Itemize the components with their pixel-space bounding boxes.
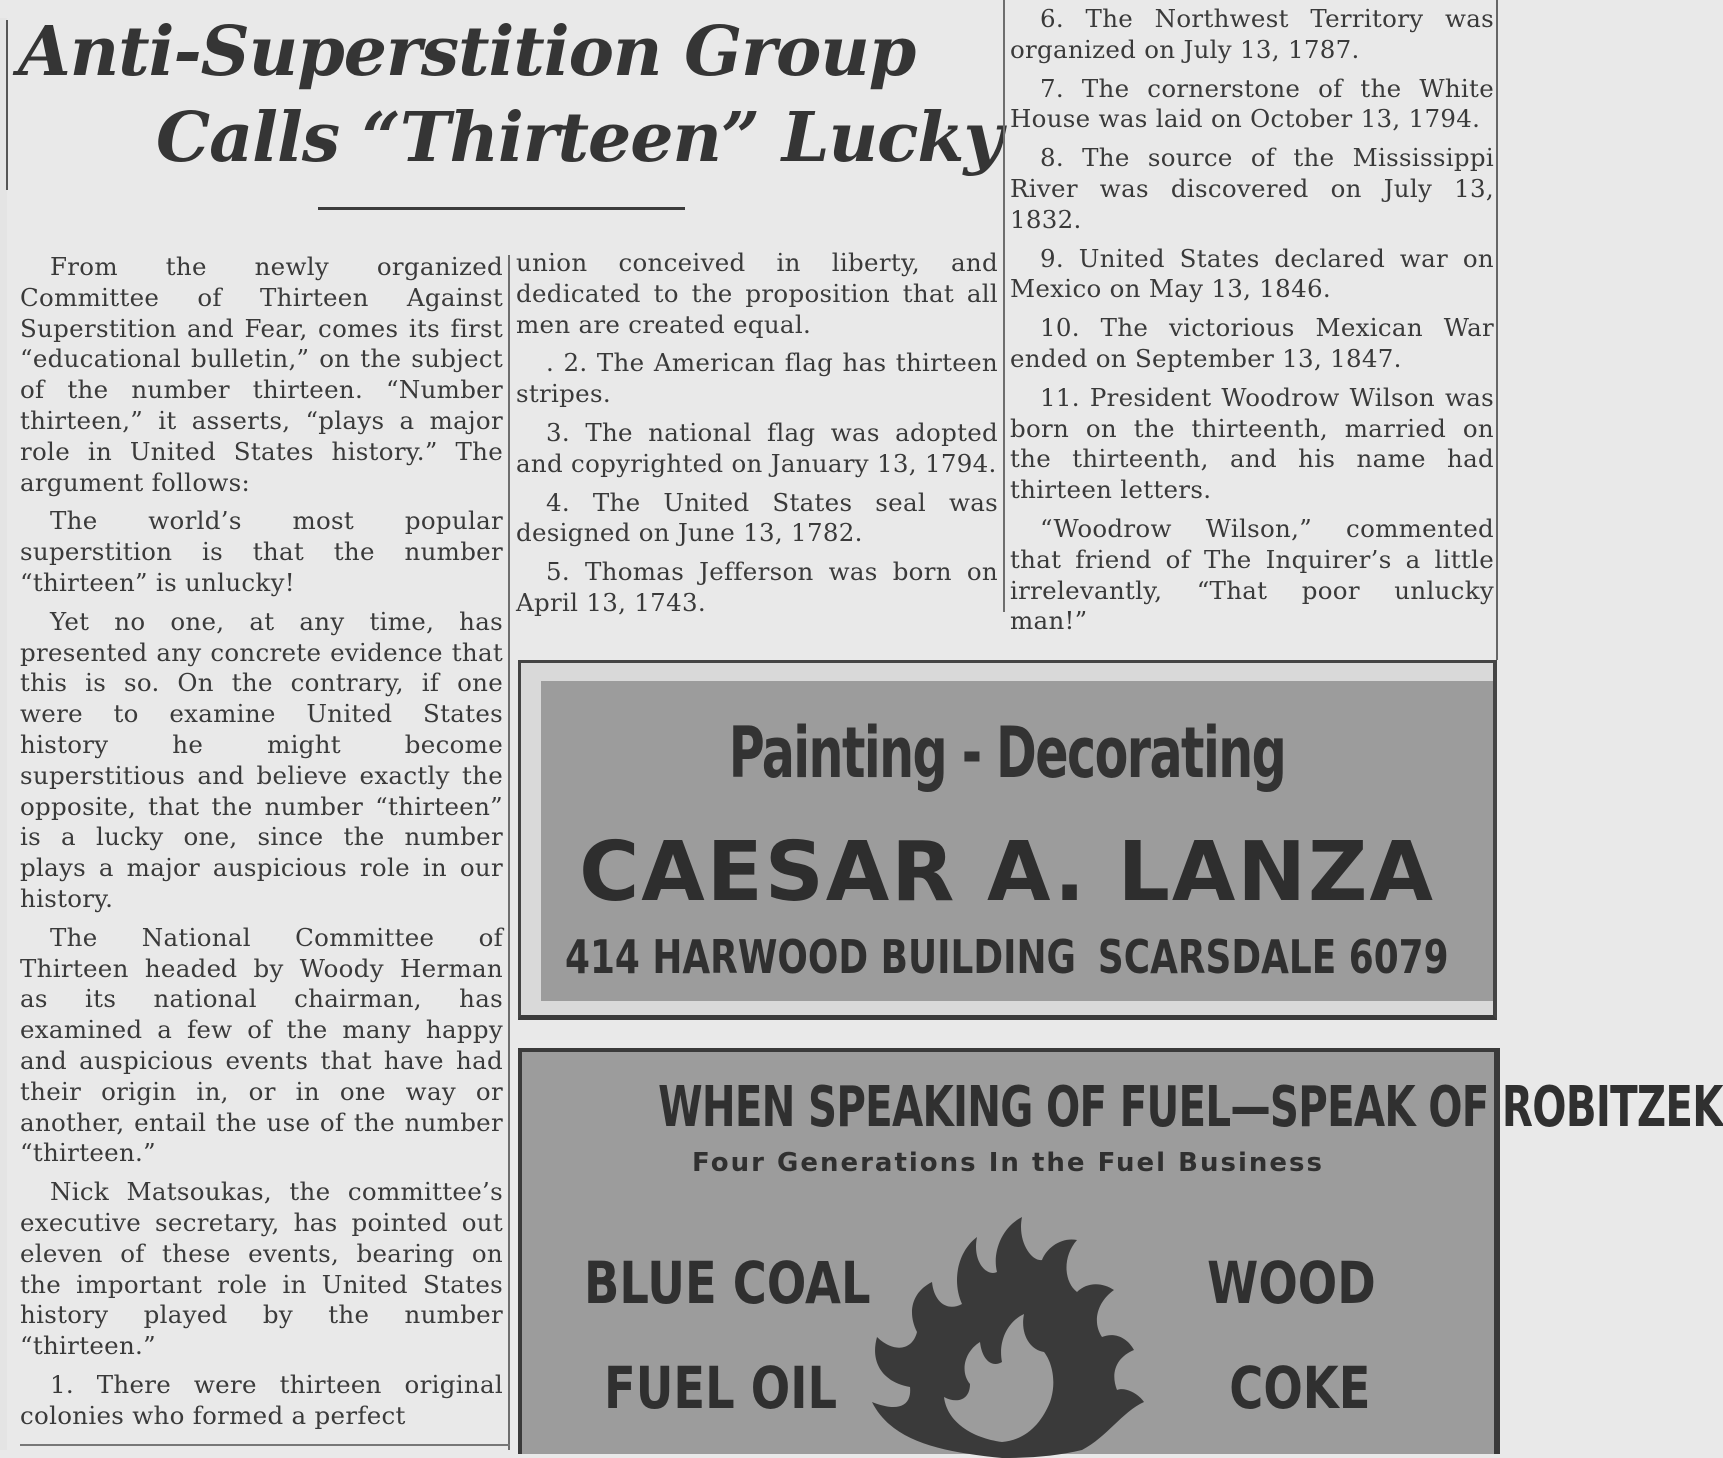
column-rule xyxy=(1003,0,1005,612)
ad-headline: WHEN SPEAKING OF FUEL—SPEAK OF ROBITZEK xyxy=(658,1075,1723,1140)
article-paragraph: 10. The victorious Mexican War ended on September 13, 1847. xyxy=(1010,313,1494,373)
article-column-1 xyxy=(20,252,503,1439)
ad-robitzek xyxy=(518,1048,1723,1454)
article-paragraph: 3. The national flag was adopted and copyrighted on January 13, 1794. xyxy=(516,417,998,478)
article-paragraph: 7. The cornerstone of the White House was laid on October 13, 1794. xyxy=(1010,73,1494,134)
flame-icon xyxy=(852,1212,1152,1458)
ad-caesar-lanza xyxy=(518,660,1497,1020)
article-paragraph: union conceived in liberty, and dedicated to the proposition that all men are created equal. xyxy=(516,248,998,339)
article-paragraph: Yet no one, at any time, has presented any concrete evidence that this is so. On the contrary, if one were to examine United States history he might become superstitious and believe exactly the opposite, that the number “thirteen” is a lucky one, since the number plays a major auspicious role in our history. xyxy=(20,606,503,913)
article-paragraph: 4. The United States seal was designed on June 13, 1782. xyxy=(516,487,998,548)
article-paragraph: 1. There were thirteen original colonies who formed a perfect xyxy=(20,1369,503,1430)
article-paragraph: The world’s most popular superstition is that the number “thirteen” is unlucky! xyxy=(20,506,503,597)
article-column-3 xyxy=(1010,4,1494,645)
ad-address: 414 HARWOOD BUILDING xyxy=(565,930,1076,984)
article-paragraph: 5. Thomas Jefferson was born on April 13, 1743. xyxy=(516,557,998,617)
article-paragraph: 6. The Northwest Territory was organized on July 13, 1787. xyxy=(1010,4,1494,64)
article-paragraph: “Woodrow Wilson,” commented that friend of The Inquirer’s a little irrelevantly, “That poor unlucky man!” xyxy=(1010,513,1494,636)
ad-subhead: Four Generations In the Fuel Business xyxy=(692,1148,1324,1178)
ad-phone: SCARSDALE 6079 xyxy=(1098,930,1449,984)
headline-line-2: Calls “Thirteen” Lucky xyxy=(156,98,1003,178)
ad-business-name: CAESAR A. LANZA xyxy=(579,825,1435,920)
ad-item-blue-coal: BLUE COAL xyxy=(584,1249,871,1317)
article-paragraph: . 2. The American flag has thirteen stripes. xyxy=(516,348,998,409)
headline-underline xyxy=(318,207,685,210)
article-paragraph: From the newly organized Committee of Thirteen Against Superstition and Fear, comes its first “educational bulletin,” on the subject of the number thirteen. “Number thirteen,” it asserts, “plays a major role in United States history.” The argument follows: xyxy=(20,252,503,497)
page-left-edge xyxy=(0,18,7,1450)
ad-item-coke: COKE xyxy=(1228,1354,1370,1422)
left-edge-rule xyxy=(6,20,8,190)
article-paragraph: Nick Matsoukas, the committee’s executive secretary, has pointed out eleven of these events, bearing on the important role in United States history played by the number “thirteen.” xyxy=(20,1177,503,1361)
bottom-rule xyxy=(20,1444,510,1446)
article-column-2 xyxy=(516,248,998,627)
article-paragraph: The National Committee of Thirteen headed by Woody Herman as its national chairman, has examined a few of the many happy and auspicious events that have had their origin in, or in one way or another, entail the use of the number “thirteen.” xyxy=(20,922,503,1168)
ad-item-fuel-oil: FUEL OIL xyxy=(604,1354,838,1422)
article-paragraph: 9. United States declared war on Mexico on May 13, 1846. xyxy=(1010,243,1494,304)
right-edge-rule xyxy=(1496,0,1498,660)
article-paragraph: 8. The source of the Mississippi River was discovered on July 13, 1832. xyxy=(1010,143,1494,234)
headline-line-1: Anti-Superstition Group xyxy=(18,12,916,92)
article-paragraph: 11. President Woodrow Wilson was born on the thirteenth, married on the thirteenth, and his name had thirteen letters. xyxy=(1010,382,1494,505)
ad-title: Painting - Decorating xyxy=(728,712,1286,794)
ad-item-wood: WOOD xyxy=(1207,1249,1376,1317)
column-rule xyxy=(508,255,510,1450)
